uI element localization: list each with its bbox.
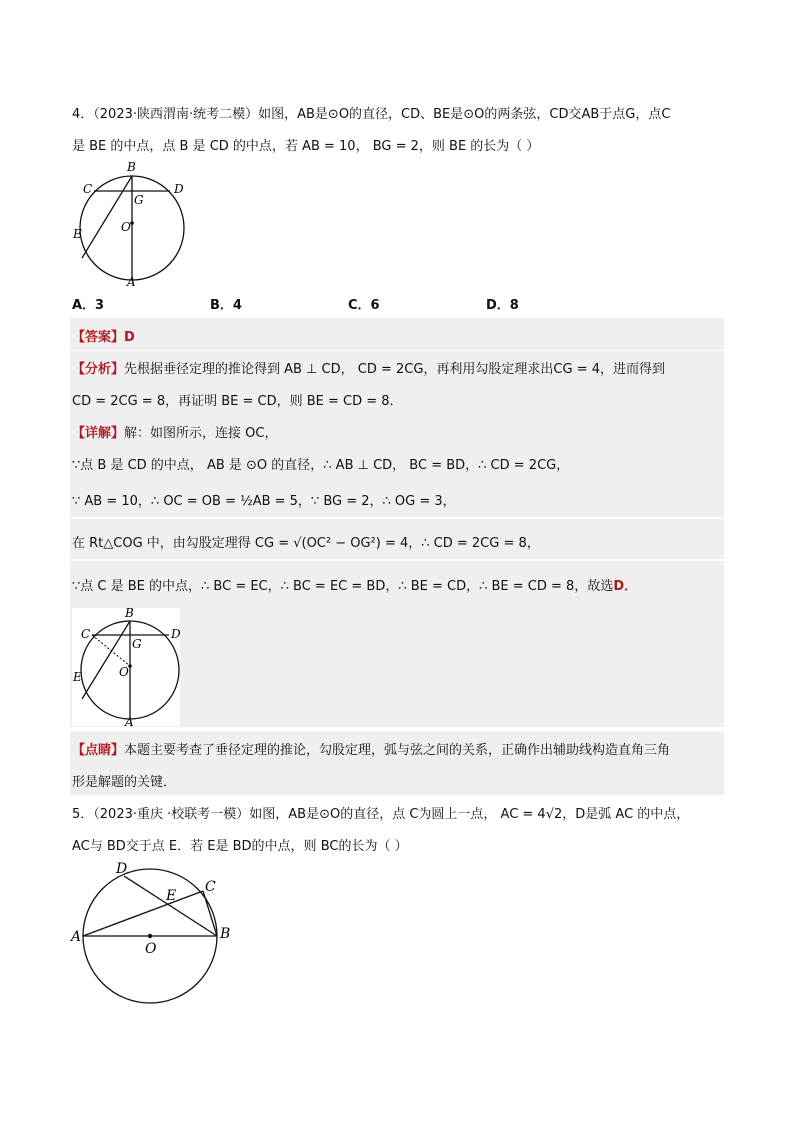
q4-label-g: G	[134, 193, 144, 207]
q4-stem-line2: 是 BE 的中点，点 B 是 CD 的中点，若 AB = 10， BG = 2，则 BE 的长为（ ）	[72, 139, 540, 154]
sol-label-e: E	[73, 670, 82, 684]
q5-label-o: O	[145, 941, 157, 957]
analysis-label: 【分析】	[72, 362, 125, 377]
q4-option-d[interactable]: D．8	[486, 298, 519, 313]
q4-label-o: O	[121, 220, 131, 234]
detail-choice: D．	[613, 579, 638, 594]
detail-line5	[72, 575, 637, 594]
q5-chord-bc	[203, 891, 217, 936]
comment-line1	[72, 739, 670, 758]
q5-label-a: A	[71, 929, 82, 945]
q4-label-c: C	[83, 182, 93, 196]
q5-chord-ac	[83, 891, 203, 936]
answer-row-bg	[70, 318, 724, 350]
sol-label-d: D	[171, 627, 181, 641]
q4-label-e: E	[73, 227, 82, 241]
q5-stem-line2: AC与 BD交于点 E．若 E是 BD的中点，则 BC的长为（ ）	[72, 839, 408, 854]
sol-label-g: G	[132, 637, 142, 651]
q4-label-a: A	[127, 275, 136, 288]
q5-figure	[66, 858, 246, 1008]
answer-label: 【答案】	[72, 330, 125, 345]
comment-label: 【点睛】	[72, 743, 125, 758]
detail-line2: ∵点 B 是 CD 的中点， AB 是 ⊙O 的直径，∴ AB ⊥ CD， BC = BD，∴ CD = 2CG，	[72, 458, 570, 473]
q5-chord-bd	[124, 876, 217, 936]
detail-line1	[72, 422, 277, 441]
q4-figure	[70, 158, 190, 288]
sol-dashed-oc	[92, 635, 130, 666]
comment-text-1: 本题主要考查了垂径定理的推论，勾股定理，弧与弦之间的关系，正确作出辅助线构造直角三角	[124, 743, 671, 758]
analysis-line1	[72, 358, 665, 377]
q5-label-c: C	[205, 879, 216, 895]
analysis-line2: CD = 2CG = 8，再证明 BE = CD，则 BE = CD = 8．	[72, 394, 403, 409]
answer-line	[72, 326, 135, 345]
q5-stem-line1: 5．（2023·重庆 ·校联考一模）如图，AB是⊙O的直径，点 C为圆上一点， AC = 4√2，D是弧 AC 的中点，	[72, 807, 690, 822]
detail-line4: 在 Rt△COG 中，由勾股定理得 CG = √(OC² − OG²) = 4，∴ CD = 2CG = 8，	[72, 536, 540, 551]
q4-stem-line1: 4．（2023·陕西渭南·统考二模）如图，AB是⊙O的直径，CD、BE是⊙O的两条弦，CD交AB于点G，点C	[72, 107, 671, 122]
answer-value: D	[124, 330, 135, 345]
analysis-text-1: 先根据垂径定理的推论得到 AB ⊥ CD， CD = 2CG，再利用勾股定理求出CG = 4，进而得到	[124, 362, 666, 377]
solution-figure	[72, 606, 182, 728]
detail-text-1: 解：如图所示，连接 OC，	[124, 426, 278, 441]
q5-center-dot	[148, 934, 152, 938]
sol-label-o: O	[119, 665, 129, 679]
detail-line3: ∵ AB = 10，∴ OC = OB = ½AB = 5，∵ BG = 2，∴ OG = 3，	[72, 494, 456, 509]
sol-label-b: B	[125, 606, 134, 620]
q4-option-b[interactable]: B．4	[210, 298, 242, 313]
sol-label-a: A	[125, 715, 134, 728]
detail-label: 【详解】	[72, 426, 125, 441]
q5-label-b: B	[220, 926, 231, 942]
q5-label-e: E	[166, 888, 177, 904]
sol-label-c: C	[81, 627, 91, 641]
q4-option-c[interactable]: C．6	[348, 298, 380, 313]
q4-label-b: B	[127, 160, 136, 174]
comment-line2: 形是解题的关键．	[72, 775, 177, 790]
q4-option-a[interactable]: A．3	[72, 298, 105, 313]
q5-label-d: D	[116, 861, 128, 877]
q4-label-d: D	[174, 182, 184, 196]
detail-text-5: ∵点 C 是 BE 的中点，∴ BC = EC，∴ BC = EC = BD，∴ BE = CD，∴ BE = CD = 8，故选	[72, 579, 614, 594]
